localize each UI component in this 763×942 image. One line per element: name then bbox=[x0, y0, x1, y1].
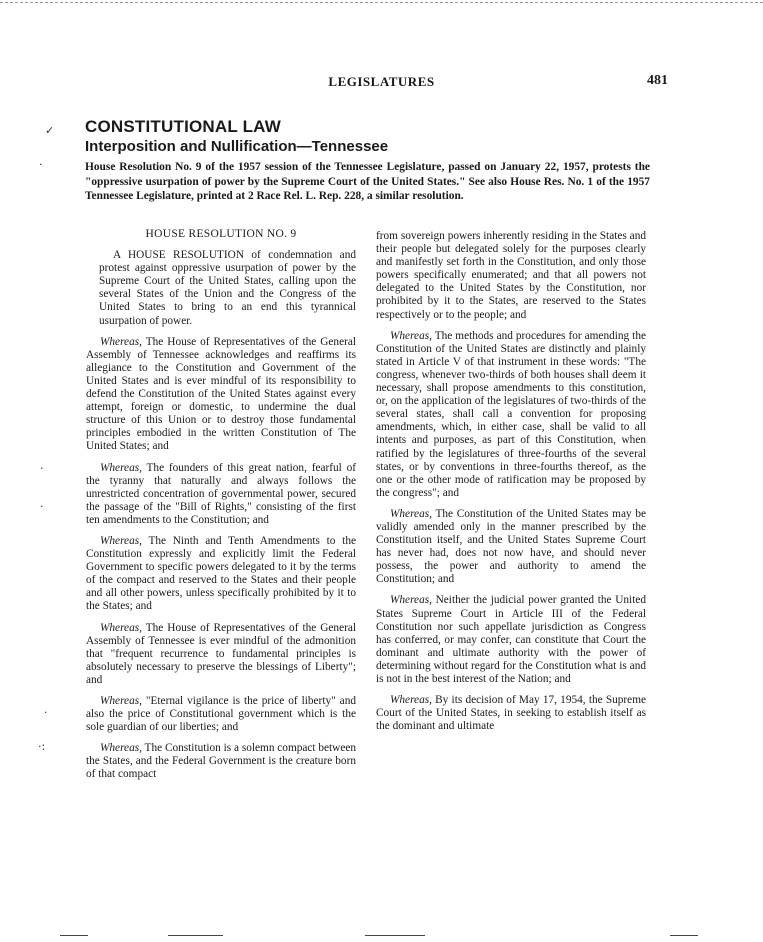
whereas-word: Whereas, bbox=[390, 507, 432, 520]
bottom-scan-rule bbox=[670, 935, 698, 936]
article-heading bbox=[85, 117, 650, 204]
whereas-word: Whereas, bbox=[100, 461, 142, 474]
bottom-scan-rule bbox=[168, 935, 223, 936]
bottom-scan-rule bbox=[365, 935, 425, 936]
resolution-title: HOUSE RESOLUTION NO. 9 bbox=[145, 228, 297, 240]
whereas-word: Whereas, bbox=[100, 335, 142, 348]
whereas-paragraph bbox=[86, 462, 356, 527]
whereas-paragraph bbox=[86, 336, 356, 454]
paragraph-text: By its decision of May 17, 1954, the Supreme Court of the United States, in seeking to establish itself as the dominant and ultimate bbox=[376, 694, 646, 733]
paragraph-text: The Ninth and Tenth Amendments to the Constitution expressly and explicitly limit the Federal Government to specific powers delegated to it by the terms of the compact and reserved to the States and their people and all other powers, unless specifically prohibited by it to the States; and bbox=[86, 534, 356, 613]
whereas-word: Whereas, bbox=[390, 694, 432, 707]
whereas-paragraph bbox=[86, 695, 356, 734]
whereas-paragraph bbox=[376, 330, 646, 500]
margin-mark: · bbox=[40, 500, 44, 513]
bottom-scan-rule bbox=[60, 935, 88, 936]
page-number: 481 bbox=[647, 73, 668, 88]
whereas-paragraph bbox=[86, 535, 356, 614]
paragraph-text: The Constitution is a solemn compact between the States, and the Federal Government is the creature born of that compact bbox=[86, 742, 357, 781]
continued-paragraph: from sovereign powers inherently residing in the States and their people but delegated solely for the purposes clearly and manifestly set forth in the Constitution, and only those powers specifically enumerated; and that all powers not delegated to the United States by the Constitution, nor prohibited by it to the States, are reserved to the States respectively or to the people; and bbox=[376, 230, 646, 321]
paragraph-text: The methods and procedures for amending the Constitution of the United States are distinctly and plainly stated in Article V of that instrument in these words: "The congress, whenever two-thirds of both houses shall deem it necessary, shall propose amendments to this constitution, or, on the application of the legislatures of two-thirds of the several states, shall call a convention for proposing amendments, which, in either case, shall be valid to all intents and purposes, as part of this Constitution, when ratified by the legislatures of three-fourths of the several states, or by conventions in three-fourths thereof, as the one or the other mode of ratification may be proposed by the congress"; and bbox=[376, 329, 646, 499]
margin-mark: · bbox=[44, 706, 48, 719]
paragraph-text: "Eternal vigilance is the price of liberty" and also the price of Constitutional government which is the sole guardian of our liberties; and bbox=[86, 695, 356, 734]
right-column bbox=[376, 230, 646, 741]
whereas-word: Whereas, bbox=[100, 534, 142, 547]
margin-mark: · bbox=[40, 462, 44, 475]
whereas-paragraph bbox=[86, 742, 356, 781]
whereas-word: Whereas, bbox=[100, 742, 142, 755]
left-column bbox=[86, 228, 356, 790]
resolution-preamble: A HOUSE RESOLUTION of condemnation and protest against oppressive usurpation of power by the Supreme Court of the United States, calling upon the several States of the Union and the Congress of the United States to bring to an end this tyrannical usurpation of power. bbox=[99, 249, 356, 327]
paragraph-text: Neither the judicial power granted the United States Supreme Court in Article III of the Federal Constitution nor such appellate jurisdiction as Congress has conferred, or may confer, can constitute that Court the dominant and ultimate authority with the power of determining without regard for the Constitution what is and is not in the best interest of the Nation; and bbox=[376, 594, 646, 685]
whereas-paragraph bbox=[376, 594, 646, 686]
paragraph-text: The founders of this great nation, fearful of the tyranny that naturally and always follows the unrestricted concentration of governmental power, secured the passage of the "Bill of Rights," consisting of the first ten amendments to the Constitution; and bbox=[86, 461, 356, 526]
section-title: CONSTITUTIONAL LAW bbox=[85, 117, 281, 136]
margin-mark: ✓ bbox=[45, 124, 55, 137]
whereas-paragraph bbox=[376, 508, 646, 587]
paragraph-text: The House of Representatives of the General Assembly of Tennessee is ever mindful of the admonition that "frequent recurrence to fundamental principles is absolutely necessary to preserve the blessings of Liberty"; and bbox=[86, 621, 356, 686]
paragraph-text: The Constitution of the United States may be validly amended only in the manner prescribed by the Constitution itself, and the United States Supreme Court has never had, does not now have, and should never possess, the power and authority to amend the Constitution; and bbox=[376, 507, 646, 586]
top-scan-edge bbox=[0, 2, 763, 3]
running-head: LEGISLATURES bbox=[328, 74, 435, 89]
whereas-word: Whereas, bbox=[100, 621, 142, 634]
whereas-word: Whereas, bbox=[390, 329, 432, 342]
whereas-paragraph bbox=[376, 694, 646, 733]
margin-mark: ·: bbox=[38, 740, 46, 753]
margin-mark: · bbox=[39, 158, 43, 171]
whereas-word: Whereas, bbox=[390, 594, 432, 607]
summary-paragraph: House Resolution No. 9 of the 1957 session of the Tennessee Legislature, passed on January 22, 1957, protests the "oppressive usurpation of power by the Supreme Court of the United States." See also House Res. No. 1 of the 1957 Tennessee Legislature, printed at 2 Race Rel. L. Rep. 228, a similar resolution. bbox=[85, 161, 650, 202]
whereas-paragraph bbox=[86, 622, 356, 687]
paragraph-text: The House of Representatives of the General Assembly of Tennessee acknowledges and reaffirms its allegiance to the Constitution and Government of the United States and is ever mindful of its responsibility to defend the Constitution of the United States against every attempt, foreign or domestic, to undermine the dual structure of this Union or to destroy those fundamental principles embodied in the written Constitution of The United States; and bbox=[86, 335, 356, 453]
whereas-word: Whereas, bbox=[100, 695, 142, 707]
section-subtitle: Interposition and Nullification—Tennessee bbox=[85, 138, 389, 155]
